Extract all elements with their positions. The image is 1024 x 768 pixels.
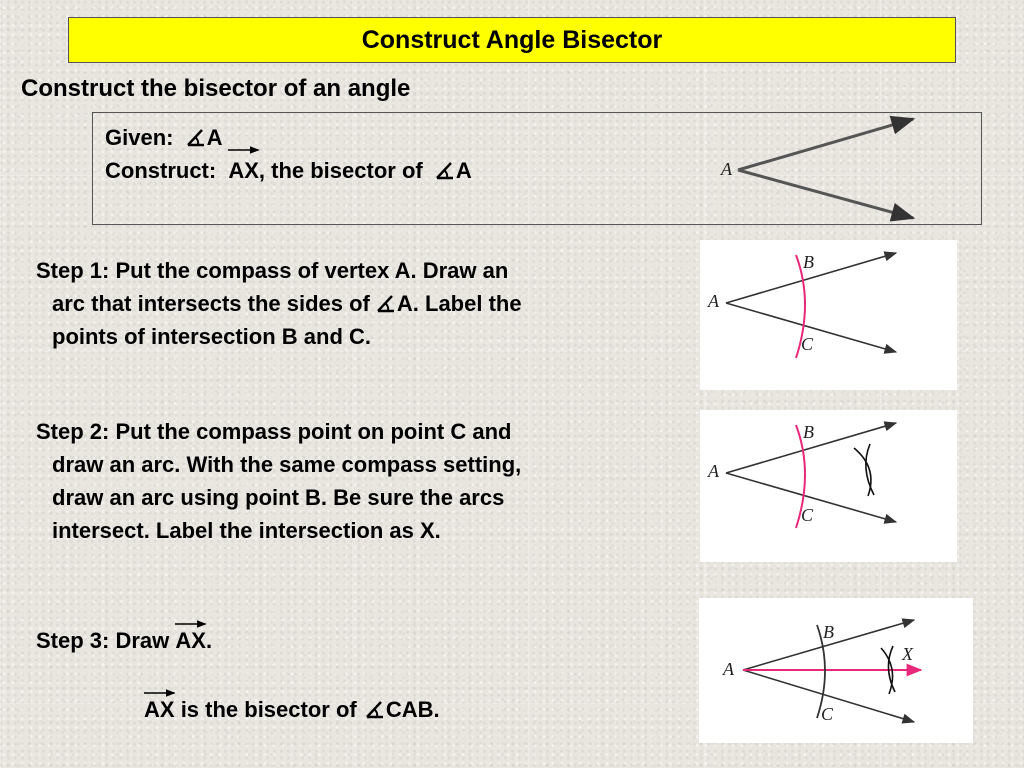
given-box — [92, 112, 982, 225]
step-2-line-2: draw an arc. With the same compass setting, — [52, 452, 522, 477]
step-1-line-2: arc that intersects the sides of A. Label the — [52, 291, 522, 316]
label-x: X — [902, 644, 913, 664]
label-b: B — [803, 422, 814, 442]
page-title: Construct Angle Bisector — [361, 25, 663, 54]
construct-line — [105, 154, 472, 187]
label-c: C — [801, 505, 814, 525]
given-angle-figure — [718, 113, 918, 225]
ray-arrow-icon — [144, 688, 175, 698]
step-2-line-4: intersect. Label the intersection as X. — [52, 518, 441, 543]
angle-icon — [435, 160, 455, 180]
ray-ax: AX — [175, 628, 206, 654]
ray-arrow-icon — [175, 619, 206, 629]
subtitle: Construct the bisector of an angle — [21, 75, 411, 102]
label-a: A — [723, 659, 734, 679]
label-a: A — [721, 159, 732, 179]
ray-ax: AX — [144, 697, 175, 723]
construct-label: Construct: — [105, 158, 217, 183]
given-text — [105, 121, 472, 187]
step-1-text — [36, 254, 676, 353]
given-label: Given: — [105, 125, 174, 150]
step-2-text — [36, 415, 676, 547]
title-bar — [68, 17, 956, 63]
given-angle: A — [206, 125, 223, 150]
label-b: B — [803, 252, 814, 272]
step-1-line-3: points of intersection B and C. — [52, 324, 372, 349]
step-1-figure — [700, 240, 957, 390]
angle-icon — [376, 293, 396, 313]
step-3-text: Step 3: Draw AX. — [36, 628, 212, 654]
label-c: C — [821, 704, 834, 724]
step-2-figure — [700, 410, 957, 562]
angle-icon — [186, 127, 206, 147]
ray-upper — [738, 119, 913, 170]
label-b: B — [823, 622, 834, 642]
step-1-line-1: Step 1: Put the compass of vertex A. Draw an — [36, 258, 509, 283]
label-c: C — [801, 334, 814, 354]
arc-from-b — [854, 448, 871, 496]
label-a: A — [708, 461, 719, 481]
ray-lower — [738, 170, 913, 218]
label-a: A — [708, 291, 719, 311]
ray-arrow-icon — [228, 145, 259, 155]
construct-angle: A — [455, 158, 472, 183]
step-2-line-3: draw an arc using point B. Be sure the arcs — [52, 485, 505, 510]
given-line — [105, 121, 472, 154]
step-2-line-1: Step 2: Put the compass point on point C and — [36, 419, 512, 444]
ray-ax: AX — [228, 154, 259, 187]
construct-rest: , the bisector of — [258, 158, 423, 183]
step-3-figure — [699, 598, 973, 743]
angle-icon — [365, 699, 385, 719]
conclusion: AX is the bisector of CAB. — [144, 697, 440, 723]
